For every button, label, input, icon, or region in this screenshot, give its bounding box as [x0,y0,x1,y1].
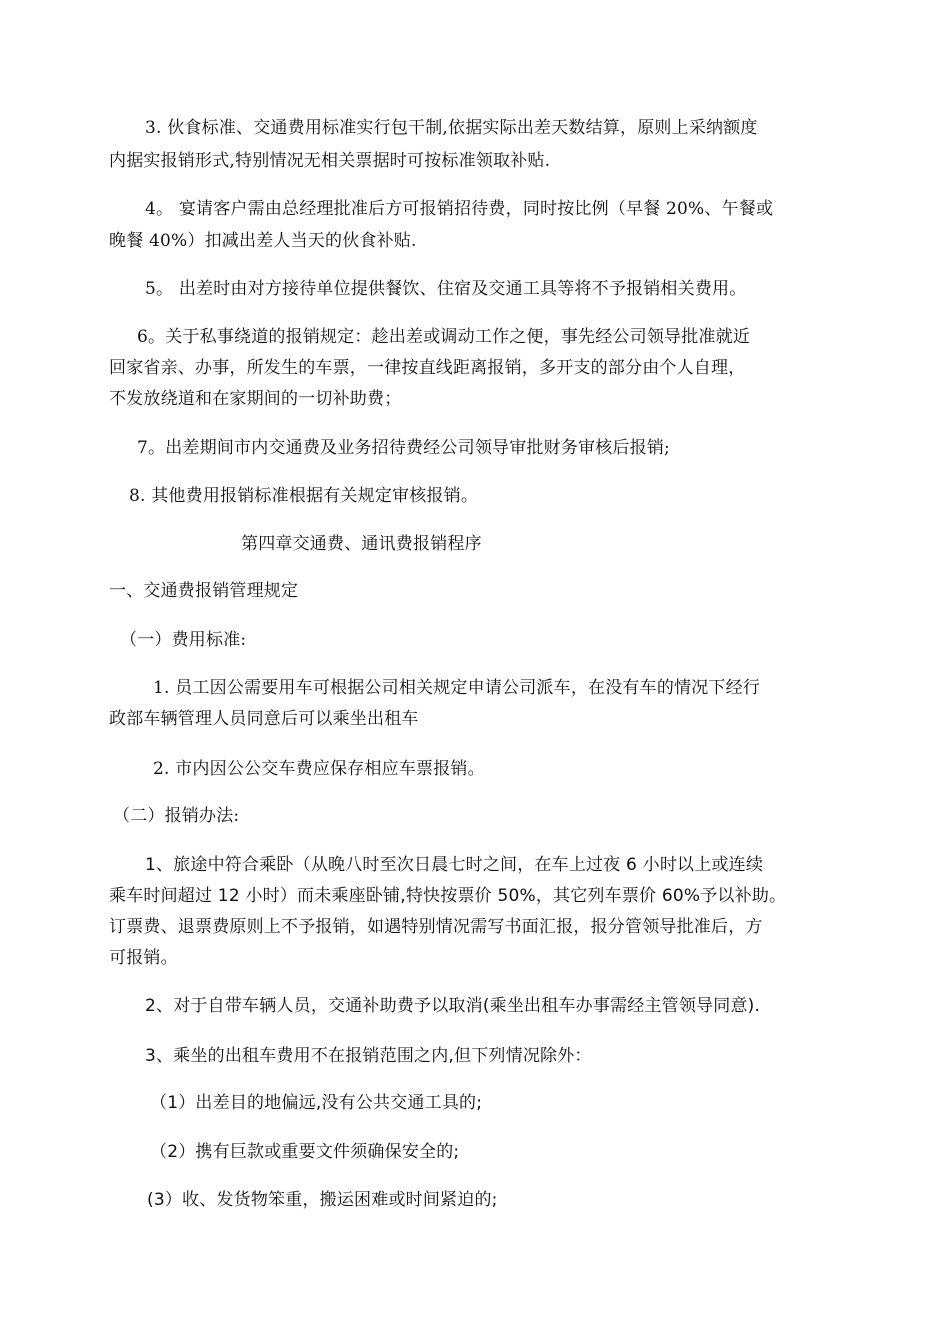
rule-1-line-2: 乘车时间超过 12 小时）而未乘座卧铺,特快按票价 50%，其它列车票价 60%予以补助。 [109,886,787,906]
item-1-line-2: 政部车辆管理人员同意后可以乘坐出租车 [109,709,419,729]
rule-3-line-1: 3、乘坐的出租车费用不在报销范围之内,但下列情况除外： [145,1046,592,1066]
paragraph-6-line-2: 回家省亲、办事，所发生的车票，一律按直线距离报销，多开支的部分由个人自理， [109,358,746,378]
paragraph-5-line-1: 5。 出差时由对方接待单位提供餐饮、住宿及交通工具等将不予报销相关费用。 [145,279,747,299]
paragraph-3-line-1: 3. 伙食标准、交通费用标准实行包干制,依据实际出差天数结算，原则上采纳额度 [145,118,758,138]
subsection-heading-2: （二）报销办法: [113,806,240,826]
exception-2: （2）携有巨款或重要文件须确保安全的; [150,1142,460,1162]
exception-3: (3）收、发货物笨重，搬运困难或时间紧迫的; [147,1190,498,1210]
item-1-line-1: 1. 员工因公需要用车可根据公司相关规定申请公司派车，在没有车的情况下经行 [153,678,761,698]
rule-1-line-3: 订票费、退票费原则上不予报销，如遇特别情况需写书面汇报，报分管领导批准后，方 [109,917,763,937]
item-2-line-1: 2. 市内因公公交车费应保存相应车票报销。 [153,759,485,779]
rule-2-line-1: 2、对于自带车辆人员，交通补助费予以取消(乘坐出租车办事需经主管领导同意). [145,996,761,1016]
paragraph-8-line-1: 8. 其他费用报销标准根据有关规定审核报销。 [129,486,479,506]
exception-1: （1）出差目的地偏远,没有公共交通工具的; [150,1093,483,1113]
rule-1-line-4: 可报销。 [109,948,178,968]
section-heading-1: 一、交通费报销管理规定 [109,581,299,601]
paragraph-6-line-1: 6。关于私事绕道的报销规定：趁出差或调动工作之便，事先经公司领导批准就近 [137,327,751,347]
paragraph-3-line-2: 内据实报销形式,特别情况无相关票据时可按标准领取补贴. [109,151,551,171]
paragraph-6-line-3: 不发放绕道和在家期间的一切补助费； [109,389,402,409]
rule-1-line-1: 1、旅途中符合乘卧（从晚八时至次日晨七时之间，在车上过夜 6 小时以上或连续 [145,855,764,875]
paragraph-7-line-1: 7。出差期间市内交通费及业务招待费经公司领导审批财务审核后报销; [137,438,670,458]
chapter-heading: 第四章交通费、通讯费报销程序 [241,534,482,554]
paragraph-4-line-2: 晚餐 40%）扣减出差人当天的伙食补贴. [109,231,417,251]
paragraph-4-line-1: 4。 宴请客户需由总经理批准后方可报销招待费，同时按比例（早餐 20%、午餐或 [145,199,774,219]
subsection-heading-1: （一）费用标准: [120,630,247,650]
